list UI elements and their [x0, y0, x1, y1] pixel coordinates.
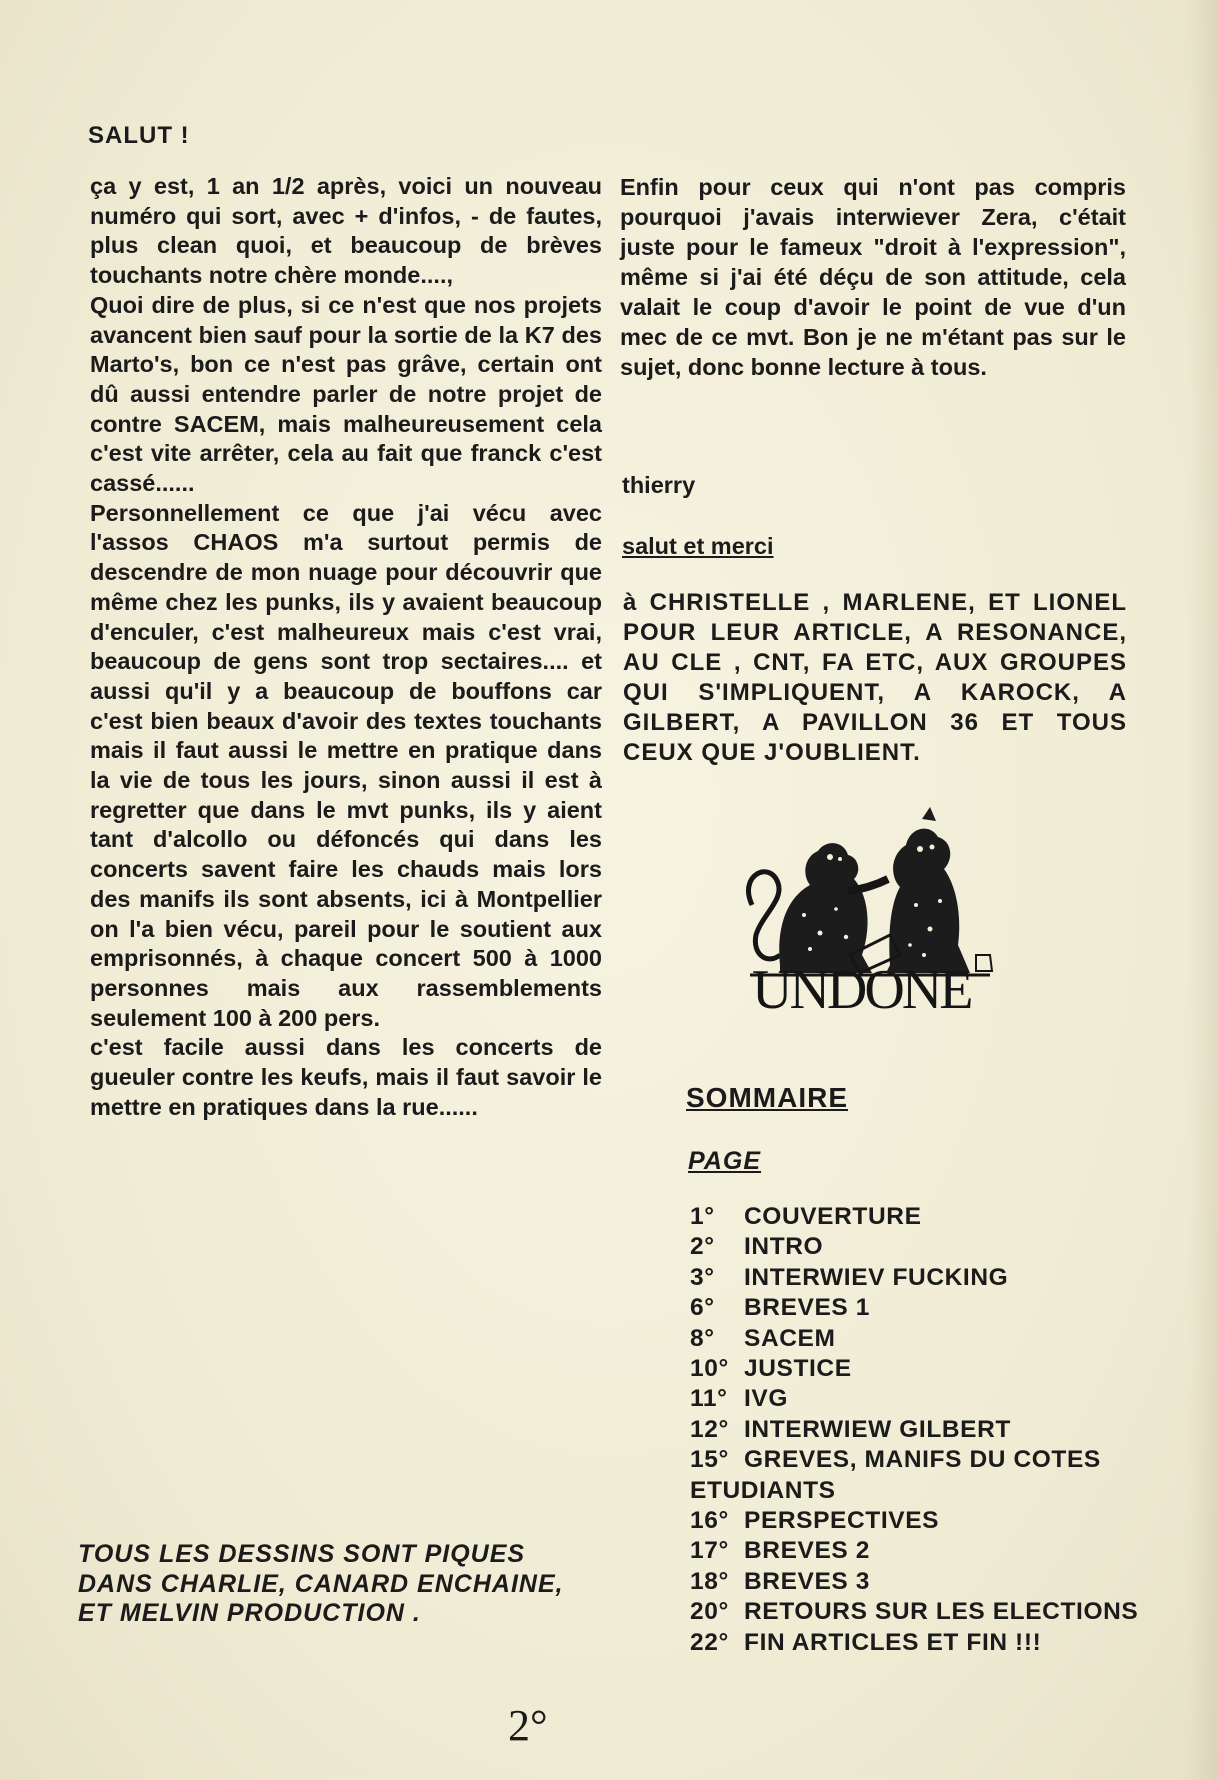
- author-signature: thierry: [622, 472, 696, 498]
- toc-item: [690, 1536, 1170, 1566]
- drawing-credits: TOUS LES DESSINS SONT PIQUES DANS CHARLIE, CANARD ENCHAINE, ET MELVIN PRODUCTION .: [78, 1540, 564, 1627]
- toc-item-number: 10°: [690, 1355, 729, 1383]
- toc-item-label: COUVERTURE: [744, 1203, 922, 1230]
- toc-item-number: 1°: [690, 1203, 715, 1230]
- toc-item: [690, 1384, 1170, 1414]
- toc-item: [690, 1293, 1170, 1323]
- toc-item: [690, 1628, 1170, 1658]
- toc-item: [690, 1567, 1170, 1597]
- toc-item: [690, 1597, 1160, 1627]
- toc-item-number: 2°: [690, 1233, 715, 1261]
- table-of-contents-title: SOMMAIRE: [686, 1082, 848, 1113]
- toc-item-number: 20°: [690, 1598, 729, 1626]
- toc-item-number: 18°: [690, 1567, 729, 1595]
- toc-item-label: JUSTICE: [744, 1355, 852, 1383]
- toc-item: [690, 1415, 1170, 1445]
- toc-item-label: BREVES 2: [744, 1537, 870, 1565]
- toc-item-number: 22°: [690, 1628, 729, 1656]
- toc-item-number: 16°: [690, 1507, 729, 1535]
- left-paragraph-2: Quoi dire de plus, si ce n'est que nos projets avancent bien sauf pour la sortie de la K7 des Marto's, bon ce n'est pas grâve, certain ont dû aussi entendre parler de notre projet de contre SACEM, mais malheureusement cela c'est vite arrêter, cela au fait que franck c'est cassé......: [90, 291, 602, 497]
- toc-item-label: INTERWIEW GILBERT: [744, 1415, 1011, 1443]
- toc-item-label: PERSPECTIVES: [744, 1507, 940, 1535]
- toc-item-label: GREVES, MANIFS DU COTES ETUDIANTS: [690, 1446, 1101, 1504]
- toc-item: [690, 1506, 1170, 1536]
- toc-item-label: INTERWIEV FUCKING: [744, 1263, 1009, 1291]
- thanks-heading: salut et merci: [622, 533, 774, 559]
- toc-item-number: 6°: [690, 1294, 715, 1322]
- toc-item: [690, 1324, 1170, 1354]
- toc-item-number: 12°: [690, 1415, 729, 1443]
- toc-item-number: 17°: [690, 1537, 729, 1565]
- right-intro-paragraph: Enfin pour ceux qui n'ont pas compris pourquoi j'avais interwiever Zera, c'était juste pour le fameux "droit à l'expression", même si j'ai été déçu de son attitude, cela valait le coup d'avoir le point de vue d'un mec de ce mvt. Bon je ne m'étant pas sur le sujet, donc bonne lecture à tous.: [620, 174, 1126, 380]
- toc-item-label: SACEM: [744, 1324, 836, 1352]
- toc-item-label: RETOURS SUR LES ELECTIONS: [744, 1598, 1139, 1626]
- left-paragraph-4: c'est facile aussi dans les concerts de gueuler contre les keufs, mais il faut savoir le mettre en pratiques dans la rue......: [90, 1034, 602, 1120]
- toc-item-label: FIN ARTICLES ET FIN !!!: [744, 1628, 1042, 1656]
- greeting-heading: SALUT !: [88, 122, 190, 149]
- right-column-intro: [620, 172, 1126, 382]
- table-of-contents: [690, 1202, 1170, 1658]
- toc-item-number: 15°: [690, 1446, 729, 1474]
- thanks-paragraph: à CHRISTELLE , MARLENE, ET LIONEL POUR LEUR ARTICLE, A RESONANCE, AU CLE , CNT, FA ETC, AUX GROUPES QUI S'IMPLIQUENT, A KAROCK, A GILBERT, A PAVILLON 36 ET TOUS CEUX QUE J'OUBLIENT.: [623, 589, 1127, 766]
- toc-item: [690, 1232, 1170, 1262]
- left-paragraph-1: ça y est, 1 an 1/2 après, voici un nouveau numéro qui sort, avec + d'infos, - de fautes, plus clean quoi, et beaucoup de brèves touchants notre chère monde....,: [90, 173, 602, 289]
- left-column-text: [90, 172, 602, 1123]
- page-number: 2°: [508, 1701, 548, 1750]
- toc-item-label: INTRO: [744, 1233, 824, 1261]
- toc-item-number: 3°: [690, 1263, 715, 1291]
- toc-item-label: IVG: [744, 1385, 789, 1413]
- toc-item-label: BREVES 1: [744, 1294, 870, 1322]
- toc-item-number: 11°: [690, 1385, 728, 1413]
- toc-item: [690, 1354, 1170, 1384]
- toc-item-label: BREVES 3: [744, 1567, 870, 1595]
- toc-item: [690, 1263, 1170, 1293]
- toc-item: [690, 1202, 1170, 1232]
- toc-item-number: 8°: [690, 1324, 715, 1352]
- toc-item: [690, 1445, 1160, 1506]
- undone-logo-wordmark: UNDONE: [752, 959, 971, 1021]
- left-paragraph-3: Personnellement ce que j'ai vécu avec l'assos CHAOS m'a surtout permis de descendre de mon nuage pour découvrir que même chez les punks, ils y avaient beaucoup d'enculer, c'est malheureux mais c'est vrai, beaucoup de gens sont trop sectaires.... et aussi qu'il y a beaucoup de bouffons car c'est bien beaux d'avoir des textes touchants mais il faut aussi le mettre en pratique dans la vie de tous les jours, sinon aussi il est à regretter que dans le mvt punks, ils y aient tant d'alcollo ou défoncés qui dans les concerts savent faire les chauds mais lors des manifs ils sont absents, ici à Montpellier on l'a bien vécu, pareil pour le soutient aux emprisonnés, à chaque concert 500 à 1000 personnes mais aux rassemblements seulement 100 à 200 pers.: [90, 499, 602, 1031]
- toc-page-label: PAGE: [688, 1147, 761, 1175]
- paper-edge-shadow: [1188, 0, 1218, 1780]
